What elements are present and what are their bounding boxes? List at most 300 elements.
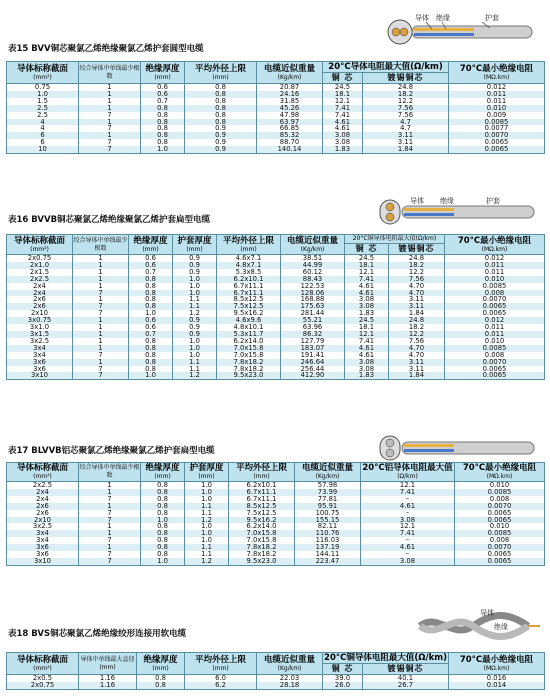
table-cell: 2x2.5 — [7, 482, 79, 489]
table-cell: 1.1 — [173, 296, 217, 303]
table-cell: 7.56 — [389, 338, 445, 345]
table-cell: 1.1 — [173, 366, 217, 373]
table-cell: 3x4 — [7, 530, 79, 537]
table-cell: 0.8 — [141, 132, 185, 139]
table-cell: 1 — [79, 119, 141, 126]
table-cell: 256.44 — [281, 366, 345, 373]
table-cell: 7 — [79, 558, 141, 565]
table-cell: 1 — [73, 324, 129, 331]
table-cell: 2x4 — [7, 283, 73, 290]
table-cell: 4.61 — [323, 119, 363, 126]
table-cell: 2x6 — [7, 303, 73, 310]
table-cell: 3.11 — [389, 366, 445, 373]
table-cell: 1 — [73, 317, 129, 324]
table-cell: 7 — [79, 146, 141, 153]
table-cell: 0.8 — [129, 366, 173, 373]
table-cell: 9.5x23.0 — [217, 372, 281, 379]
table-cell: 0.011 — [445, 262, 545, 269]
table-cell: 0.014 — [449, 682, 545, 689]
table-cell: 0.0085 — [455, 489, 545, 496]
table-cell: 1.1 — [173, 359, 217, 366]
table-cell: 7 — [79, 496, 141, 503]
table-cell: 6.2x14.0 — [229, 523, 295, 530]
table-cell: 1 — [73, 255, 129, 262]
table-cell: 7 — [79, 537, 141, 544]
table-cell: 44.99 — [281, 262, 345, 269]
table-cell: 1.1 — [185, 510, 229, 517]
table-cell: 2x10 — [7, 517, 79, 524]
table-cell: 10 — [7, 146, 79, 153]
table-cell: 2.5 — [7, 105, 79, 112]
table-cell: 0.0085 — [449, 119, 545, 126]
table-cell: 0.8 — [141, 482, 185, 489]
table-cell: 4.61 — [345, 283, 389, 290]
table-cell: 3x1.0 — [7, 324, 73, 331]
table-cell: 3x10 — [7, 558, 79, 565]
table-cell: 281.44 — [281, 310, 345, 317]
table-cell: 0.8 — [185, 84, 257, 91]
table-cell: 2x4 — [7, 489, 79, 496]
table-cell: 0.011 — [445, 269, 545, 276]
table-cell: 3.08 — [345, 359, 389, 366]
table-cell: 0.8 — [185, 119, 257, 126]
table-cell: 1.2 — [185, 517, 229, 524]
table-cell: 0.8 — [129, 338, 173, 345]
table-cell: 12.1 — [345, 331, 389, 338]
table-cell: 0.0065 — [455, 510, 545, 517]
table-cell: 77.81 — [295, 496, 361, 503]
table-cell: 7 — [79, 139, 141, 146]
table-cell: 3.08 — [323, 132, 363, 139]
table-cell: 3.08 — [323, 139, 363, 146]
table-cell: 0.6 — [141, 84, 185, 91]
col-copper: 铜 芯 — [323, 73, 363, 84]
table-cell: 2x1.5 — [7, 269, 73, 276]
table-cell: 1 — [73, 269, 129, 276]
col-insulation-resistance: 70°C最小绝缘电阻 (MΩ.km) — [445, 235, 545, 255]
table-cell: 0.8 — [141, 125, 185, 132]
table-cell: 3x1.5 — [7, 331, 73, 338]
table-cell: 0.9 — [173, 331, 217, 338]
table-cell: 2x0.75 — [7, 682, 79, 689]
table-cell: 4.70 — [389, 352, 445, 359]
table-cell: 1 — [79, 530, 141, 537]
table-cell: 0.8 — [141, 105, 185, 112]
table-cell: 1 — [79, 132, 141, 139]
table-cell: 3.11 — [389, 296, 445, 303]
col-weight: 电缆近似重量 (Kg/km) — [295, 463, 361, 482]
table-cell: 4.61 — [323, 125, 363, 132]
table-cell: 4.61 — [361, 503, 455, 510]
table-cell: 1.2 — [173, 372, 217, 379]
table-cell: 1.16 — [79, 675, 137, 682]
label-conductor: 导体 — [415, 14, 429, 22]
table-cell: 0.8 — [141, 544, 185, 551]
table-cell: 2x1.0 — [7, 262, 73, 269]
table-cell: 0.9 — [185, 132, 257, 139]
col-strand-count: 绞合导体中单线最少根数 — [73, 235, 129, 255]
table-cell: 0.008 — [445, 352, 545, 359]
col-insulation: 绝缘厚度 (mm) — [129, 235, 173, 255]
table-cell: – — [361, 551, 455, 558]
table-cell: 1 — [73, 276, 129, 283]
table-cell: 63.96 — [281, 324, 345, 331]
table-cell: 1.0 — [173, 283, 217, 290]
table-cell: 4.7 — [363, 125, 449, 132]
col-outer-diameter: 平均外径上限 (mm) — [217, 235, 281, 255]
col-weight: 电缆近似重量 (Kg/km) — [281, 235, 345, 255]
table-cell: 3x4 — [7, 352, 73, 359]
table-cell: 7.41 — [361, 489, 455, 496]
table-cell: 2x4 — [7, 496, 79, 503]
table-cell: 0.0065 — [455, 558, 545, 565]
table-cell: 3.08 — [345, 303, 389, 310]
table-cell: 63.97 — [257, 119, 323, 126]
table-cell: 18.2 — [363, 91, 449, 98]
table-17-title: 表17 BLVVB铝芯聚氯乙烯绝缘聚氯乙烯护套扁型电缆 — [8, 446, 215, 456]
table-cell: 110.76 — [295, 530, 361, 537]
table-cell: 168.88 — [281, 296, 345, 303]
table-cell: 12.2 — [363, 98, 449, 105]
label-sheath: 护套 — [486, 197, 500, 205]
table-cell: 1.5 — [7, 98, 79, 105]
table-cell: 66.85 — [257, 125, 323, 132]
table-cell: 3.11 — [363, 139, 449, 146]
table-18-title: 表18 BVS铜芯聚氯乙烯绝缘绞形连接用软电缆 — [8, 629, 187, 639]
table-cell: 0.8 — [141, 530, 185, 537]
table-cell: 0.0070 — [445, 296, 545, 303]
table-cell: 0.9 — [173, 255, 217, 262]
table-cell: 1.83 — [323, 146, 363, 153]
table-cell: 2x6 — [7, 503, 79, 510]
table-cell: 1.0 — [141, 517, 185, 524]
table-cell: 0.8 — [141, 551, 185, 558]
table-cell: 2x6 — [7, 510, 79, 517]
table-cell: 0.6 — [141, 91, 185, 98]
table-cell: 6.2x10.1 — [217, 276, 281, 283]
table-cell: 0.011 — [445, 324, 545, 331]
col-sheath: 护套厚度 (mm) — [185, 463, 229, 482]
table-cell: 7.8x18.2 — [229, 551, 295, 558]
table-cell: 18.1 — [323, 91, 363, 98]
table-cell: 3x0.75 — [7, 317, 73, 324]
table-cell: 1 — [79, 91, 141, 98]
table-cell: 1 — [79, 489, 141, 496]
table-cell: 4.61 — [345, 352, 389, 359]
table-cell: 12.2 — [389, 331, 445, 338]
table-cell: 0.8 — [129, 359, 173, 366]
table-cell: 0.0065 — [449, 139, 545, 146]
table-cell: 1.1 — [185, 503, 229, 510]
table-cell: 0.008 — [455, 537, 545, 544]
table-cell: 3.08 — [361, 517, 455, 524]
table-cell: 0.9 — [173, 262, 217, 269]
table-cell: 12.2 — [389, 269, 445, 276]
table-cell: 0.75 — [7, 84, 79, 91]
table-cell: 7.5x12.5 — [217, 303, 281, 310]
table-cell: 9.5x23.0 — [229, 558, 295, 565]
col-outer-diameter: 平均外径上限 (mm) — [229, 463, 295, 482]
table-cell: 0.0085 — [455, 530, 545, 537]
col-section: 导体标称截面 (mm²) — [7, 463, 79, 482]
table-cell: 1.83 — [345, 310, 389, 317]
table-cell: 137.19 — [295, 544, 361, 551]
table-cell: 1.0 — [185, 489, 229, 496]
table-cell: 8.5x12.5 — [217, 296, 281, 303]
table-cell: 3x6 — [7, 544, 79, 551]
table-cell: 0.6 — [129, 324, 173, 331]
table-cell: 1.83 — [345, 372, 389, 379]
table-cell: 0.012 — [445, 255, 545, 262]
table-cell: 0.8 — [141, 139, 185, 146]
table-cell: 1.0 — [185, 482, 229, 489]
table-cell: 31.85 — [257, 98, 323, 105]
table-cell: 0.8 — [185, 105, 257, 112]
table-cell: 7.0x15.8 — [217, 352, 281, 359]
col-strand-count: 绞合导体中单线最少根数 — [79, 463, 141, 482]
table-cell: 82.11 — [295, 523, 361, 530]
table-cell: 2x0.5 — [7, 675, 79, 682]
table-cell: 1.0 — [185, 496, 229, 503]
table-cell: 7 — [79, 510, 141, 517]
table-cell: 122.53 — [281, 283, 345, 290]
table-cell: 26.7 — [363, 682, 449, 689]
table-cell: 26.0 — [323, 682, 363, 689]
table-cell: 0.0070 — [445, 359, 545, 366]
table-cell: 0.009 — [449, 112, 545, 119]
col-outer-diameter: 平均外径上限 (mm) — [185, 653, 257, 675]
table-cell: 0.9 — [185, 125, 257, 132]
table-cell: 6.2 — [185, 682, 257, 689]
table-cell: 0.8 — [129, 303, 173, 310]
table-15-title: 表15 BVV铜芯聚氯乙烯绝缘聚氯乙烯护套圆型电缆 — [8, 44, 204, 54]
table-cell: 28.18 — [257, 682, 323, 689]
table-cell: 0.0065 — [455, 551, 545, 558]
col-tinned-copper: 镀锡铜芯 — [389, 244, 445, 255]
table-cell: 1.1 — [185, 551, 229, 558]
table-cell: 5.3x8.5 — [217, 269, 281, 276]
table-cell: 4.70 — [389, 290, 445, 297]
table-cell: 2x10 — [7, 310, 73, 317]
table-cell: 18.1 — [345, 324, 389, 331]
table-cell: 0.0065 — [445, 310, 545, 317]
table-cell: 3x4 — [7, 537, 79, 544]
table-cell: 0.8 — [129, 290, 173, 297]
table-cell: 1 — [73, 345, 129, 352]
table-cell: 95.91 — [295, 503, 361, 510]
table-cell: 0.016 — [449, 675, 545, 682]
table-cell: 0.012 — [449, 84, 545, 91]
table-cell: 1.2 — [185, 558, 229, 565]
table-cell: 0.011 — [449, 91, 545, 98]
table-cell: 0.9 — [173, 269, 217, 276]
table-cell: 246.64 — [281, 359, 345, 366]
table-cell: 7.0x15.8 — [229, 530, 295, 537]
table-cell: 155.15 — [295, 517, 361, 524]
table-cell: 1.0 — [129, 372, 173, 379]
table-cell: 0.008 — [455, 496, 545, 503]
table-cell: 4.6x7.1 — [217, 255, 281, 262]
table-cell: 8.5x12.5 — [229, 503, 295, 510]
label-conductor: 导体 — [480, 609, 494, 617]
table-cell: 0.8 — [141, 503, 185, 510]
col-section: 导体标称截面 (mm²) — [7, 62, 79, 84]
table-cell: 0.8 — [185, 112, 257, 119]
table-cell: 1 — [73, 296, 129, 303]
table-cell: 88.70 — [257, 139, 323, 146]
col-resistance: 20°C铝导体电阻最大值 (Ω/km) — [362, 463, 453, 480]
table-cell: 7 — [73, 310, 129, 317]
table-cell: 6.7x11.1 — [217, 290, 281, 297]
table-cell: 3x6 — [7, 551, 79, 558]
table-cell: 7 — [79, 517, 141, 524]
table-cell: 1.84 — [363, 146, 449, 153]
table-cell: 3x6 — [7, 366, 73, 373]
col-strand-count: 绞合导体中单线最少根数 — [79, 62, 141, 84]
col-insulation: 绝缘厚度 (mm) — [141, 62, 185, 84]
table-cell: 0.6 — [129, 317, 173, 324]
table-cell: 6 — [7, 132, 79, 139]
table-cell: 7.8x18.2 — [217, 366, 281, 373]
table-cell: 1 — [73, 338, 129, 345]
table-cell: 0.011 — [449, 98, 545, 105]
table-cell: 0.0077 — [449, 125, 545, 132]
table-cell: 7.41 — [345, 276, 389, 283]
table-cell: 18.2 — [389, 262, 445, 269]
table-cell: 1 — [73, 331, 129, 338]
table-cell: 7 — [79, 551, 141, 558]
table-cell: 1.0 — [173, 338, 217, 345]
table-cell: 1.0 — [129, 310, 173, 317]
table-cell: 6.7x11.1 — [229, 496, 295, 503]
table-cell: 1.0 — [173, 276, 217, 283]
table-cell: 3x10 — [7, 372, 73, 379]
table-cell: 1.0 — [141, 558, 185, 565]
table-cell: 1.0 — [185, 537, 229, 544]
table-cell: 3.11 — [363, 132, 449, 139]
table-cell: 0.9 — [185, 139, 257, 146]
table-cell: 12.1 — [323, 98, 363, 105]
table-cell: 4.8x10.1 — [217, 324, 281, 331]
table-cell: 6.2x14.0 — [217, 338, 281, 345]
col-tinned-copper: 镀锡铜芯 — [363, 664, 449, 675]
table-cell: 24.8 — [389, 317, 445, 324]
table-cell: 4.61 — [345, 345, 389, 352]
table-cell: 1 — [79, 105, 141, 112]
table-cell: 0.010 — [455, 523, 545, 530]
table-cell: 24.5 — [345, 317, 389, 324]
table-cell: 7.41 — [323, 112, 363, 119]
table-cell: 223.47 — [295, 558, 361, 565]
table-cell: 7.5x12.5 — [229, 510, 295, 517]
col-insulation: 绝缘厚度 (mm) — [137, 653, 185, 675]
table-cell: 6.7x11.1 — [229, 489, 295, 496]
table-cell: 6.7x11.1 — [217, 283, 281, 290]
table-cell: 100.75 — [295, 510, 361, 517]
table-cell: 0.8 — [141, 112, 185, 119]
table-cell: 0.0085 — [445, 283, 545, 290]
table-cell: 0.8 — [129, 352, 173, 359]
table-cell: 7.0x15.8 — [229, 537, 295, 544]
table-cell: 1 — [73, 359, 129, 366]
table-cell: 0.6 — [129, 255, 173, 262]
table-cell: 0.008 — [445, 290, 545, 297]
table-cell: 24.16 — [257, 91, 323, 98]
table-cell: 0.8 — [141, 510, 185, 517]
table-cell: 1.0 — [173, 345, 217, 352]
table-cell: 22.03 — [257, 675, 323, 682]
table-cell: 4.61 — [361, 544, 455, 551]
table-cell: 2x2.5 — [7, 276, 73, 283]
table-16-title: 表16 BVVB铜芯聚氯乙烯绝缘聚氯乙烯护套扁型电缆 — [8, 215, 211, 225]
table-cell: 0.010 — [445, 338, 545, 345]
table-cell: 18.1 — [345, 262, 389, 269]
label-insulation: 绝缘 — [440, 197, 454, 205]
table-cell: 7 — [73, 352, 129, 359]
table-cell: 5.3x11.7 — [217, 331, 281, 338]
table-cell: 0.8 — [141, 496, 185, 503]
table-cell: 73.99 — [295, 489, 361, 496]
table-cell: 1.0 — [185, 530, 229, 537]
table-cell: 24.5 — [345, 255, 389, 262]
table-cell: 2x6 — [7, 296, 73, 303]
table-cell: 0.0065 — [445, 366, 545, 373]
col-insulation: 绝缘厚度 (mm) — [141, 463, 185, 482]
table-cell: – — [361, 496, 455, 503]
table-cell: 0.8 — [129, 345, 173, 352]
table-cell: 7 — [73, 366, 129, 373]
table-cell: 3x6 — [7, 359, 73, 366]
table-cell: 4.8x7.1 — [217, 262, 281, 269]
table-cell: 191.41 — [281, 352, 345, 359]
table-cell: 1.0 — [141, 146, 185, 153]
table-cell: 20.87 — [257, 84, 323, 91]
table-cell: 0.6 — [129, 262, 173, 269]
table-cell: 60.12 — [281, 269, 345, 276]
table-cell: 12.1 — [345, 269, 389, 276]
table-cell: 128.06 — [281, 290, 345, 297]
table-cell: 1.16 — [79, 682, 137, 689]
col-outer-diameter: 平均外径上限 (mm) — [185, 62, 257, 84]
table-cell: 24.8 — [363, 84, 449, 91]
table-cell: 7.56 — [389, 276, 445, 283]
col-section: 导体标称截面 (mm²) — [7, 235, 73, 255]
table-cell: 1 — [79, 503, 141, 510]
table-cell: 0.011 — [445, 331, 545, 338]
table-cell: 9.5x16.2 — [217, 310, 281, 317]
table-cell: 4.70 — [389, 283, 445, 290]
table-cell: 0.0085 — [445, 345, 545, 352]
table-cell: 3x2.5 — [7, 523, 79, 530]
table-cell: 0.010 — [455, 482, 545, 489]
table-cell: 1.84 — [389, 372, 445, 379]
table-cell: 1.2 — [173, 310, 217, 317]
table-cell: 127.79 — [281, 338, 345, 345]
table-cell: 24.8 — [389, 255, 445, 262]
table-cell: 7 — [73, 303, 129, 310]
table-row — [7, 682, 545, 689]
col-copper: 铜 芯 — [323, 664, 363, 675]
col-resistance: 20°C铜导体电阻最大值(Ω/km) — [324, 653, 447, 663]
label-conductor: 导体 — [410, 197, 424, 205]
table-cell: 7.41 — [345, 338, 389, 345]
table-cell: 0.9 — [173, 324, 217, 331]
table-cell: 0.8 — [141, 489, 185, 496]
table-cell: 1.0 — [185, 523, 229, 530]
table-cell: 0.0065 — [449, 146, 545, 153]
table-cell: 1.1 — [173, 303, 217, 310]
table-cell: 1 — [79, 523, 141, 530]
